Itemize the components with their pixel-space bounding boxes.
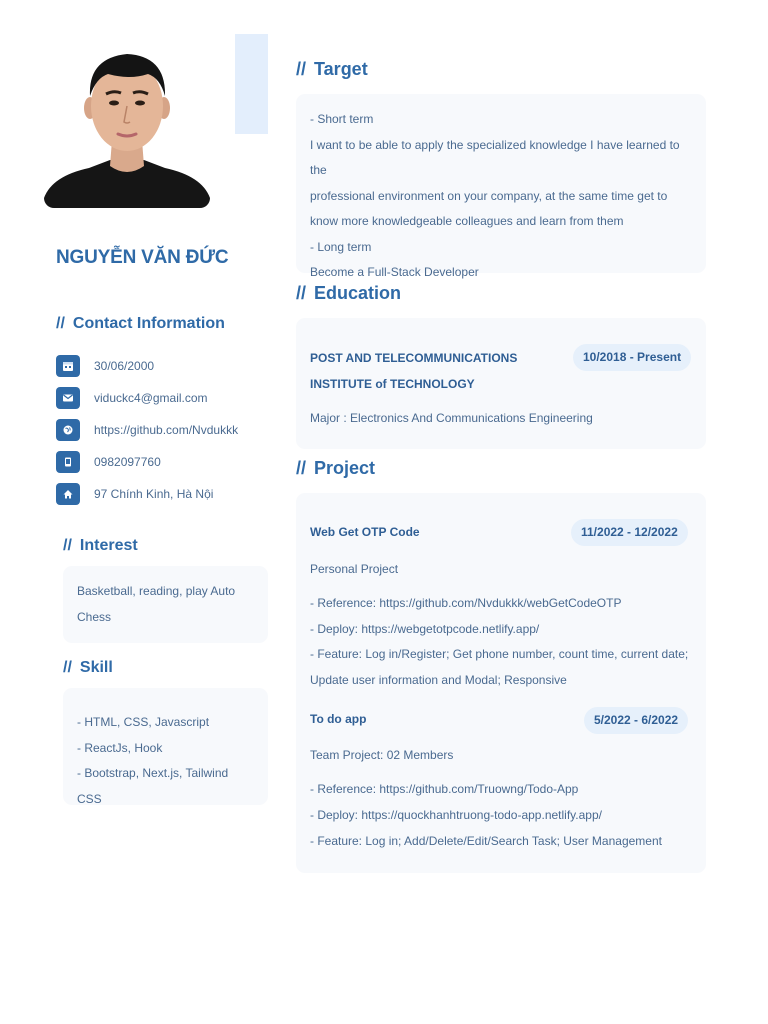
interest-section-title: // Interest [63, 537, 138, 554]
education-major: Major : Electronics And Communications Engineering [310, 411, 593, 425]
target-title-text: Target [314, 59, 368, 79]
contact-section-title: // Contact Information [56, 315, 225, 332]
full-name: NGUYỄN VĂN ĐỨC [56, 247, 229, 268]
target-line: - Short term [310, 112, 374, 126]
contact-phone: 0982097760 [94, 455, 161, 469]
education-card [296, 318, 706, 449]
target-line: know more knowledgeable colleagues and learn from them [310, 214, 624, 228]
contact-address: 97 Chính Kinh, Hà Nội [94, 487, 214, 501]
project-detail[interactable]: - Deploy: https://quockhanhtruong-todo-app.netlify.app/ [310, 808, 602, 822]
project-period-badge: 11/2022 - 12/2022 [571, 519, 688, 546]
interest-line: Basketball, reading, play Auto [77, 584, 236, 598]
project-name: To do app [310, 712, 367, 726]
skill-line: - Bootstrap, Next.js, Tailwind CSS [77, 766, 229, 806]
project-detail[interactable]: - Reference: https://github.com/Nvdukkk/webGetCodeOTP [310, 596, 622, 610]
education-title-text: Education [314, 283, 402, 303]
interest-card [63, 566, 268, 643]
skill-section-title: // Skill [63, 659, 113, 676]
contact-title-text: Contact Information [72, 315, 225, 332]
project-type: Personal Project [310, 562, 399, 576]
education-period-badge: 10/2018 - Present [573, 344, 691, 371]
project-period-badge: 5/2022 - 6/2022 [584, 707, 688, 734]
contact-item-phone [56, 446, 271, 478]
skill-line: - ReactJs, Hook [77, 740, 163, 755]
contact-item-website [56, 414, 271, 446]
project-detail: - Feature: Log in/Register; Get phone number, count time, current date; [310, 647, 689, 661]
globe-icon [56, 419, 80, 441]
target-card [296, 94, 706, 279]
skill-line: - HTML, CSS, Javascript [77, 715, 210, 729]
envelope-icon [56, 387, 80, 409]
skill-card [63, 688, 268, 805]
phone-icon [56, 451, 80, 473]
contact-website[interactable]: https://github.com/Nvdukkk [94, 423, 239, 437]
target-line: I want to be able to apply the specialized knowledge I have learned to the [310, 137, 680, 177]
project-name: Web Get OTP Code [310, 525, 420, 539]
project-detail[interactable]: - Deploy: https://webgetotpcode.netlify.app/ [310, 622, 540, 636]
target-line: - Long term [310, 239, 372, 254]
contact-item-address [56, 478, 271, 510]
contact-item-birthday [56, 350, 271, 382]
project-type: Team Project: 02 Members [310, 748, 454, 762]
school-name-line: POST AND TELECOMMUNICATIONS [310, 351, 518, 365]
target-line: professional environment on your company, at the same time get to [310, 188, 668, 203]
project-detail[interactable]: - Reference: https://github.com/Truowng/Todo-App [310, 782, 579, 796]
project-card [296, 493, 706, 873]
interest-title-text: Interest [79, 537, 138, 554]
project-detail: - Feature: Log in; Add/Delete/Edit/Search Task; User Management [310, 834, 662, 848]
home-icon [56, 483, 80, 505]
profile-photo [44, 48, 210, 208]
school-name-line: INSTITUTE of TECHNOLOGY [310, 376, 475, 391]
project-section-title: // Project [296, 458, 376, 478]
photo-accent-block [235, 34, 268, 134]
calendar-icon [56, 355, 80, 377]
contact-birthday: 30/06/2000 [94, 359, 155, 373]
project-title-text: Project [314, 458, 376, 478]
contact-email[interactable]: viduckc4@gmail.com [94, 391, 208, 405]
target-section-title: // Target [296, 59, 368, 79]
project-detail: Update user information and Modal; Responsive [310, 673, 567, 687]
contact-list [56, 350, 271, 510]
interest-line: Chess [77, 609, 112, 624]
target-line: Become a Full-Stack Developer [310, 265, 479, 279]
skill-title-text: Skill [79, 659, 113, 676]
contact-item-email [56, 382, 271, 414]
education-section-title: // Education [296, 283, 402, 303]
